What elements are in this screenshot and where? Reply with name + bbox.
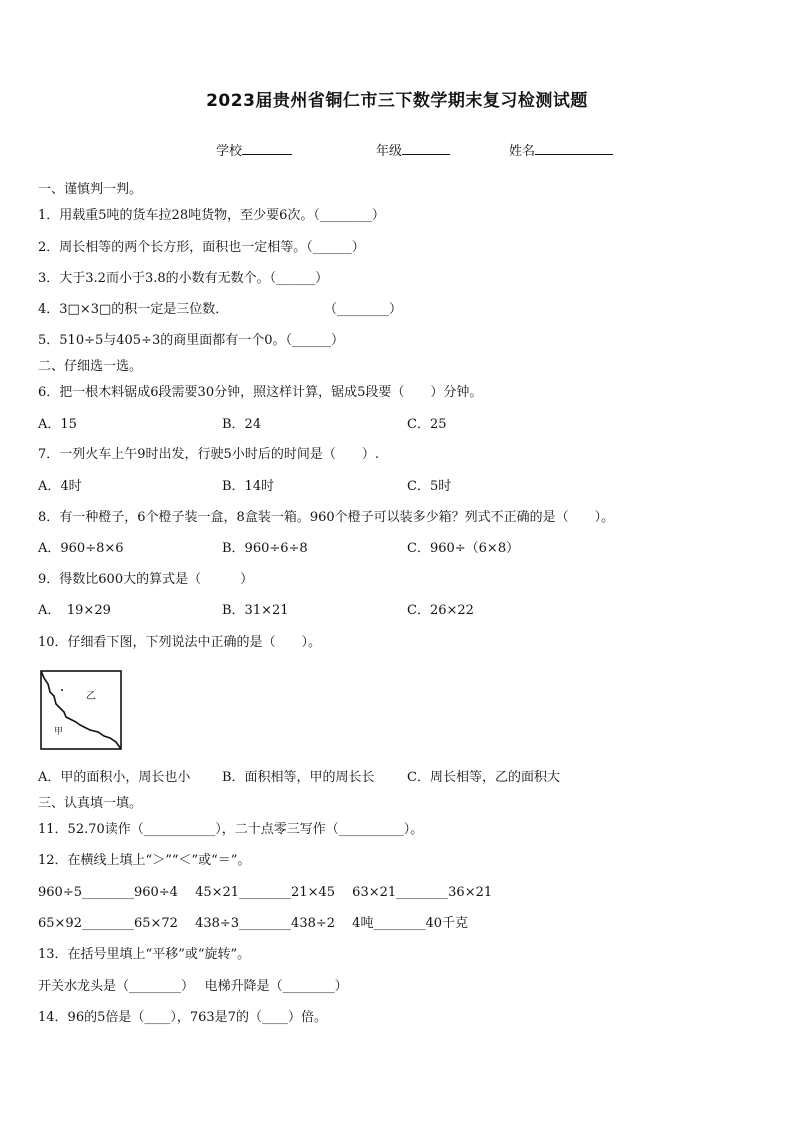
school-field [216,140,292,159]
question-10-option-b[interactable]: B．面积相等，甲的周长长 [222,770,375,785]
question-12: 12．在横线上填上“＞”“＜”或“＝”。 [38,853,251,868]
question-6: 6．把一根木料锯成6段需要30分钟，照这样计算，锯成5段要（ ）分钟。 [38,385,483,400]
question-8-option-b[interactable]: B．960÷6÷8 [222,541,308,556]
question-9: 9．得数比600大的算式是（ ） [38,572,254,587]
grade-blank[interactable] [402,141,450,155]
question-5: 5．510÷5与405÷3的商里面都有一个0。（______） [38,333,344,348]
area-perimeter-figure [40,670,122,750]
question-1: 1．用载重5吨的货车拉28吨货物，至少要6次。（________） [38,208,385,223]
question-9-option-b[interactable]: B．31×21 [222,603,289,618]
name-blank[interactable] [535,141,613,155]
name-label: 姓名 [509,144,536,159]
question-12-row-2: 65×92________65×72 438÷3________438÷2 4吨________40千克 [38,916,468,931]
question-10-option-c[interactable]: C．周长相等，乙的面积大 [407,770,560,785]
question-6-option-b[interactable]: B．24 [222,417,262,432]
question-8-option-a[interactable]: A．960÷8×6 [38,541,124,556]
question-7-option-b[interactable]: B．14时 [222,479,275,494]
school-blank[interactable] [242,141,292,155]
question-10-option-a[interactable]: A．甲的面积小，周长也小 [38,770,191,785]
question-4-blank: （________） [324,302,403,317]
question-3: 3．大于3.2而小于3.8的小数有无数个。（______） [38,271,329,286]
grade-field [376,140,450,159]
section-heading-2: 二、仔细选一选。 [38,359,143,374]
question-6-option-c[interactable]: C．25 [407,417,447,432]
question-9-option-c[interactable]: C．26×22 [407,603,474,618]
figure-label-yi: 乙 [86,691,96,702]
question-13: 13．在括号里填上“平移”或“旋转”。 [38,947,251,962]
grade-label: 年级 [376,144,403,159]
section-heading-3: 三、认真填一填。 [38,796,143,811]
figure-dot [61,689,63,691]
question-9-option-a[interactable]: A． 19×29 [38,603,111,618]
question-13-row-1: 开关水龙头是（________） 电梯升降是（________） [38,979,348,994]
question-2: 2．周长相等的两个长方形，面积也一定相等。（______） [38,240,365,255]
question-7-option-a[interactable]: A．4时 [38,479,82,494]
page-title: 2023届贵州省铜仁市三下数学期末复习检测试题 [206,91,588,111]
question-6-option-a[interactable]: A．15 [38,417,77,432]
name-field [509,140,613,159]
question-14: 14．96的5倍是（____），763是7的（____）倍。 [38,1010,327,1025]
school-label: 学校 [216,144,243,159]
section-heading-1: 一、谨慎判一判。 [38,182,143,197]
question-12-row-1: 960÷5________960÷4 45×21________21×45 63×21________36×21 [38,885,493,900]
question-8-option-c[interactable]: C．960÷（6×8） [407,541,520,556]
question-4: 4．3□×3□的积一定是三位数． [38,302,229,317]
question-8: 8．有一种橙子，6个橙子装一盒，8盒装一箱。960个橙子可以装多少箱？列式不正确的是（ ）。 [38,510,615,525]
question-7: 7．一列火车上午9时出发，行驶5小时后的时间是（ ）. [38,447,379,462]
question-7-option-c[interactable]: C．5时 [407,479,452,494]
dividing-curve [41,671,121,749]
question-11: 11．52.70读作（___________），二十点零三写作（__________）。 [38,822,424,837]
figure-label-jia: 甲 [54,727,64,737]
question-10: 10．仔细看下图，下列说法中正确的是（ ）。 [38,635,322,650]
